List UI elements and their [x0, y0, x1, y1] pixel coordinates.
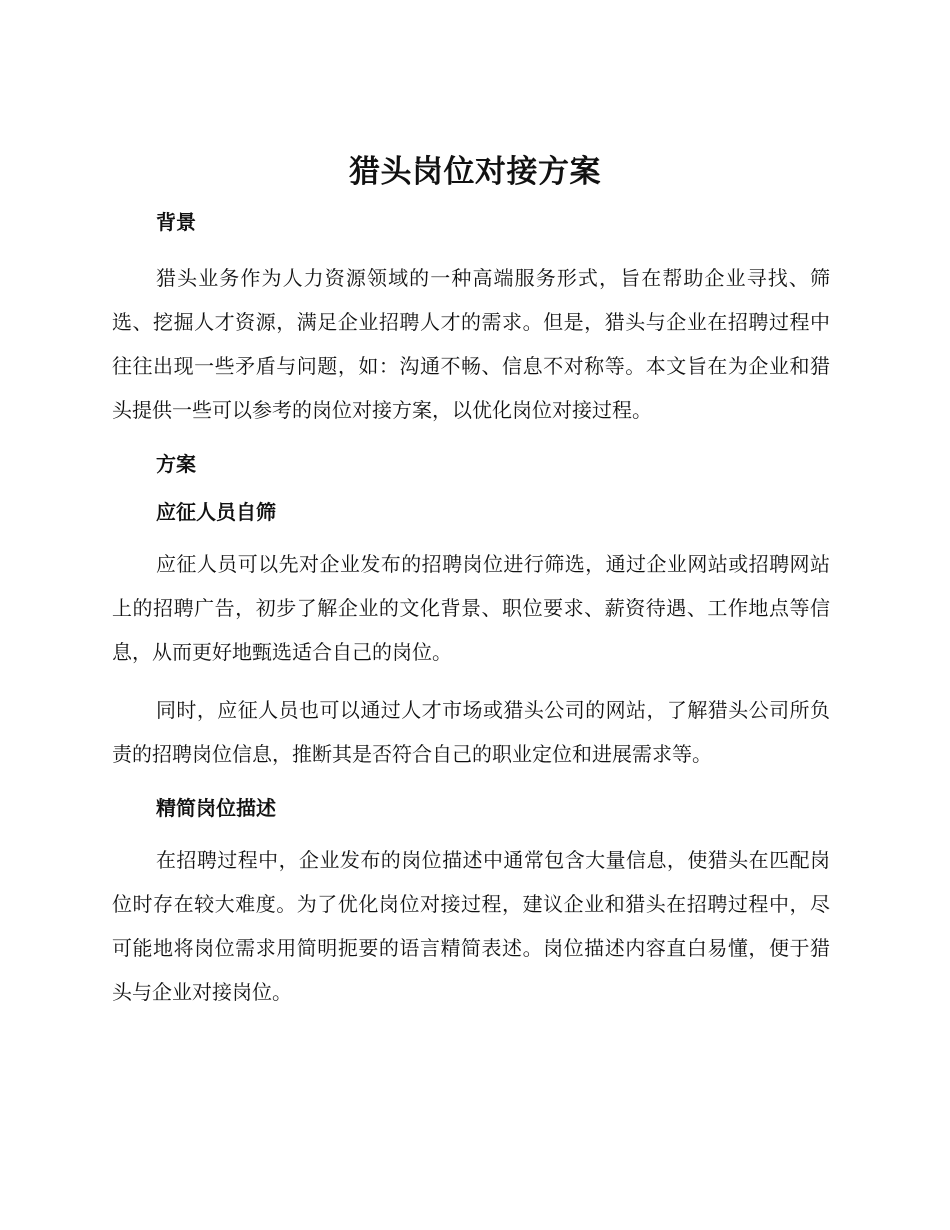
paragraph-background: 猎头业务作为人力资源领域的一种高端服务形式，旨在帮助企业寻找、筛选、挖掘人才资源，满足企业招聘人才的需求。但是，猎头与企业在招聘过程中往往出现一些矛盾与问题，如：沟通不畅、信息不对称等。本文旨在为企业和猎头提供一些可以参考的岗位对接方案，以优化岗位对接过程。 — [112, 266, 830, 422]
spacer — [112, 826, 830, 838]
document-body — [112, 204, 830, 1014]
section-heading-plan: 方案 — [156, 452, 196, 476]
spacer — [112, 776, 830, 790]
spacer — [112, 482, 830, 494]
document-title: 猎头岗位对接方案 — [349, 154, 601, 190]
spacer — [112, 432, 830, 446]
paragraph-self-screen-1: 应征人员可以先对企业发布的招聘岗位进行筛选，通过企业网站或招聘网站上的招聘广告，初步了解企业的文化背景、职位要求、薪资待遇、工作地点等信息，从而更好地甄选适合自己的岗位。 — [112, 552, 830, 664]
spacer — [112, 240, 830, 256]
paragraph-simplify: 在招聘过程中，企业发布的岗位描述中通常包含大量信息，使猎头在匹配岗位时存在较大难度。为了优化岗位对接过程，建议企业和猎头在招聘过程中，尽可能地将岗位需求用简明扼要的语言精简表述。岗位描述内容直白易懂，便于猎头与企业对接岗位。 — [112, 848, 830, 1004]
spacer — [112, 674, 830, 688]
subsection-heading-simplify: 精简岗位描述 — [156, 796, 276, 820]
section-heading-background: 背景 — [156, 210, 196, 234]
subsection-heading-self-screen: 应征人员自筛 — [156, 500, 276, 524]
paragraph-self-screen-2: 同时，应征人员也可以通过人才市场或猎头公司的网站，了解猎头公司所负责的招聘岗位信息，推断其是否符合自己的职业定位和进展需求等。 — [112, 698, 830, 766]
spacer — [112, 530, 830, 542]
